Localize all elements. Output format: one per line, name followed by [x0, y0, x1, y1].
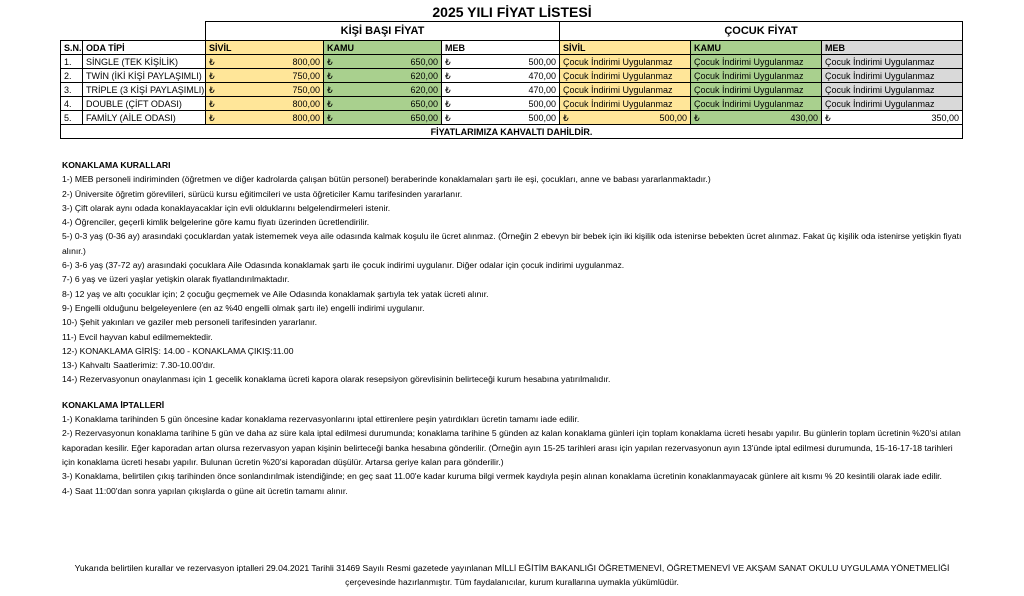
rule-item: 12-) KONAKLAMA GİRİŞ: 14.00 - KONAKLAMA ÇIKIŞ:11.00 [62, 345, 294, 356]
row-number: 3. [61, 83, 83, 97]
cancellation-item: 2-) Rezervasyonun konaklama tarihine 5 gün ve daha az süre kala iptal edilmesi durumunda; konaklama tarihine 5 günden az kalan konaklama günleri için toplam konaklama ücreti hesabı yapılır. Bu günlerin toplam ücretinin %20'si atılan kaporadan kesilir. Eğer kaporadan artan olursa rezervasyon yapan kişinin belirteceği banka hesabına gönderilir. (Örneğin ayın 15-25 tarihleri arası için yapılan rezervasyonun ayın 13'ünde iptal edilmesi durumunda, 15-16-17-18 tarihleri için konaklama ücreti hesabı yapılır. Bulunan ücretin %20'si kaporadan düşülür. Artarsa geriye kalan para gönderilir.) [62, 428, 961, 467]
breakfast-note: FİYATLARIMIZA KAHVALTI DAHİLDİR. [61, 125, 963, 139]
table-row [61, 97, 963, 111]
kamu-header: KAMU [324, 41, 442, 55]
price-sivil: ₺ 800,00 [206, 97, 324, 111]
column-header-row [61, 41, 963, 55]
row-number: 4. [61, 97, 83, 111]
breakfast-note-row [61, 125, 963, 139]
child-price-meb: Çocuk İndirimi Uygulanmaz [822, 83, 963, 97]
rule-item: 11-) Evcil hayvan kabul edilmemektedir. [62, 331, 213, 342]
cancellation-item: 4-) Saat 11:00'dan sonra yapılan çıkışlarda o güne ait ücretin tamamı alınır. [62, 485, 348, 496]
rule-item: 13-) Kahvaltı Saatlerimiz: 7.30-10.00'dır. [62, 360, 216, 371]
price-table [60, 21, 963, 139]
rule-item: 4-) Öğrenciler, geçerli kimlik belgelerine göre kamu fiyatı üzerinden ücretlendirilir. [62, 217, 370, 228]
room-type: TRİPLE (3 KİŞİ PAYLAŞIMLI) [83, 83, 206, 97]
child-price-kamu: Çocuk İndirimi Uygulanmaz [691, 97, 822, 111]
rule-item: 8-) 12 yaş ve altı çocuklar için; 2 çocuğu geçmemek ve Aile Odasında konaklamak şartıyla tek yatak ücreti alınır. [62, 288, 489, 299]
price-meb: ₺ 470,00 [442, 69, 560, 83]
child-price-kamu: Çocuk İndirimi Uygulanmaz [691, 69, 822, 83]
rule-item: 14-) Rezervasyonun onaylanması için 1 gecelik konaklama ücreti kapora olarak resepsiyon görevlisinin belirteceği kurum hesabına yatırılmalıdır. [62, 374, 611, 385]
rule-item: 2-) Üniversite öğretim görevlileri, sürücü kursu eğitimcileri ve usta öğreticiler Kamu tarifesinden yararlanır. [62, 188, 463, 199]
sn-header: S.N. [61, 41, 83, 55]
child-sivil-header: SİVİL [560, 41, 691, 55]
row-number: 2. [61, 69, 83, 83]
child-price-meb: ₺ 350,00 [822, 111, 963, 125]
footer-note: Yukarıda belirtilen kurallar ve rezervasyon iptalleri 29.04.2021 Tarihli 31469 Sayılı Resmi gazetede yayınlanan MİLLİ EĞİTİM BAKANLIĞI ÖĞRETMENEVİ, ÖĞRETMENEVİ VE AKŞAM SANAT OKULU UYGULAMA YÖNETMELİĞİ çerçevesinde hazırlanmıştır. Tüm faydalanıcılar, kurum kurallarına uymakla yükümlüdür. [74, 563, 950, 587]
room-type-header: ODA TİPİ [83, 41, 206, 55]
table-row [61, 69, 963, 83]
child-price-sivil: Çocuk İndirimi Uygulanmaz [560, 83, 691, 97]
child-group-header: ÇOCUK FİYAT [560, 22, 963, 41]
rule-item: 9-) Engelli olduğunu belgeleyenlere (en az %40 engelli olmak şartı ile) engelli indirimi uygulanır. [62, 302, 425, 313]
per-person-group-header: KİŞİ BAŞI FİYAT [206, 22, 560, 41]
table-row [61, 83, 963, 97]
price-kamu: ₺ 620,00 [324, 83, 442, 97]
page-title: 2025 YILI FİYAT LİSTESİ [432, 4, 592, 20]
price-meb: ₺ 500,00 [442, 111, 560, 125]
child-price-kamu: Çocuk İndirimi Uygulanmaz [691, 55, 822, 69]
rule-item: 7-) 6 yaş ve üzeri yaşlar yetişkin olarak fiyatlandırılmaktadır. [62, 274, 290, 285]
group-header-row [61, 22, 963, 41]
cancellation-item: 1-) Konaklama tarihinden 5 gün öncesine kadar konaklama rezervasyonlarını iptal ettirenlere peşin yatırdıkları ücretin tamamı iade edilir. [62, 414, 580, 425]
child-price-meb: Çocuk İndirimi Uygulanmaz [822, 97, 963, 111]
cancellation-item: 3-) Konaklama, belirtilen çıkış tarihinden önce sonlandırılmak istendiğinde; en geç saat 11.00'e kadar kuruma bilgi vermek kaydıyla peşin alınan konaklama ücretinin konaklanmayacak günlere ait kısmı % 20 kesintili olarak iade edilir. [62, 471, 942, 482]
rule-item: 5-) 0-3 yaş (0-36 ay) arasındaki çocuklardan yatak istememek veya aile odasında kalmak koşulu ile ücret alınmaz. (Örneğin 2 ebevyn bir bebek için iki kişilik oda istenirse bebekten ücret alınmaz. Fakat üç kişilik oda istenirse yetişkin fiyatı alınır.) [62, 231, 962, 256]
rules-heading: KONAKLAMA KURALLARI [62, 160, 171, 170]
price-kamu: ₺ 650,00 [324, 55, 442, 69]
sivil-header: SİVİL [206, 41, 324, 55]
price-sivil: ₺ 750,00 [206, 69, 324, 83]
room-type: SİNGLE (TEK KİŞİLİK) [83, 55, 206, 69]
room-type: DOUBLE (ÇİFT ODASI) [83, 97, 206, 111]
price-sivil: ₺ 750,00 [206, 83, 324, 97]
child-kamu-header: KAMU [691, 41, 822, 55]
child-price-kamu: ₺ 430,00 [691, 111, 822, 125]
price-kamu: ₺ 650,00 [324, 111, 442, 125]
table-row [61, 111, 963, 125]
price-meb: ₺ 500,00 [442, 55, 560, 69]
price-sivil: ₺ 800,00 [206, 111, 324, 125]
child-price-kamu: Çocuk İndirimi Uygulanmaz [691, 83, 822, 97]
table-row [61, 55, 963, 69]
cancellations-heading: KONAKLAMA İPTALLERİ [62, 399, 165, 410]
price-meb: ₺ 470,00 [442, 83, 560, 97]
child-price-meb: Çocuk İndirimi Uygulanmaz [822, 55, 963, 69]
child-price-sivil: ₺ 500,00 [560, 111, 691, 125]
meb-header: MEB [442, 41, 560, 55]
rules-section [62, 158, 962, 498]
room-type: FAMİLY (AİLE ODASI) [83, 111, 206, 125]
blank-corner [61, 22, 206, 41]
rule-item: 3-) Çift olarak aynı odada konaklayacaklar için evli olduklarını belgelendirmeleri istenir. [62, 202, 391, 213]
price-meb: ₺ 500,00 [442, 97, 560, 111]
rule-item: 10-) Şehit yakınları ve gaziler meb personeli tarifesinden yararlanır. [62, 317, 318, 328]
rule-item: 1-) MEB personeli indiriminden (öğretmen ve diğer kadrolarda çalışan bütün personel) beraberinde konaklamaları şartı ile eşi, çocukları, anne ve babası yararlanmaktadır.) [62, 174, 711, 185]
child-price-sivil: Çocuk İndirimi Uygulanmaz [560, 55, 691, 69]
child-meb-header: MEB [822, 41, 963, 55]
child-price-sivil: Çocuk İndirimi Uygulanmaz [560, 97, 691, 111]
row-number: 1. [61, 55, 83, 69]
rule-item: 6-) 3-6 yaş (37-72 ay) arasındaki çocuklara Aile Odasında konaklamak şartı ile çocuk indirimi uygulanır. Diğer odalar için çocuk indirimi uygulanmaz. [62, 260, 625, 271]
price-kamu: ₺ 650,00 [324, 97, 442, 111]
room-type: TWİN (İKİ KİŞİ PAYLAŞIMLI) [83, 69, 206, 83]
price-sivil: ₺ 800,00 [206, 55, 324, 69]
child-price-meb: Çocuk İndirimi Uygulanmaz [822, 69, 963, 83]
price-kamu: ₺ 620,00 [324, 69, 442, 83]
row-number: 5. [61, 111, 83, 125]
child-price-sivil: Çocuk İndirimi Uygulanmaz [560, 69, 691, 83]
